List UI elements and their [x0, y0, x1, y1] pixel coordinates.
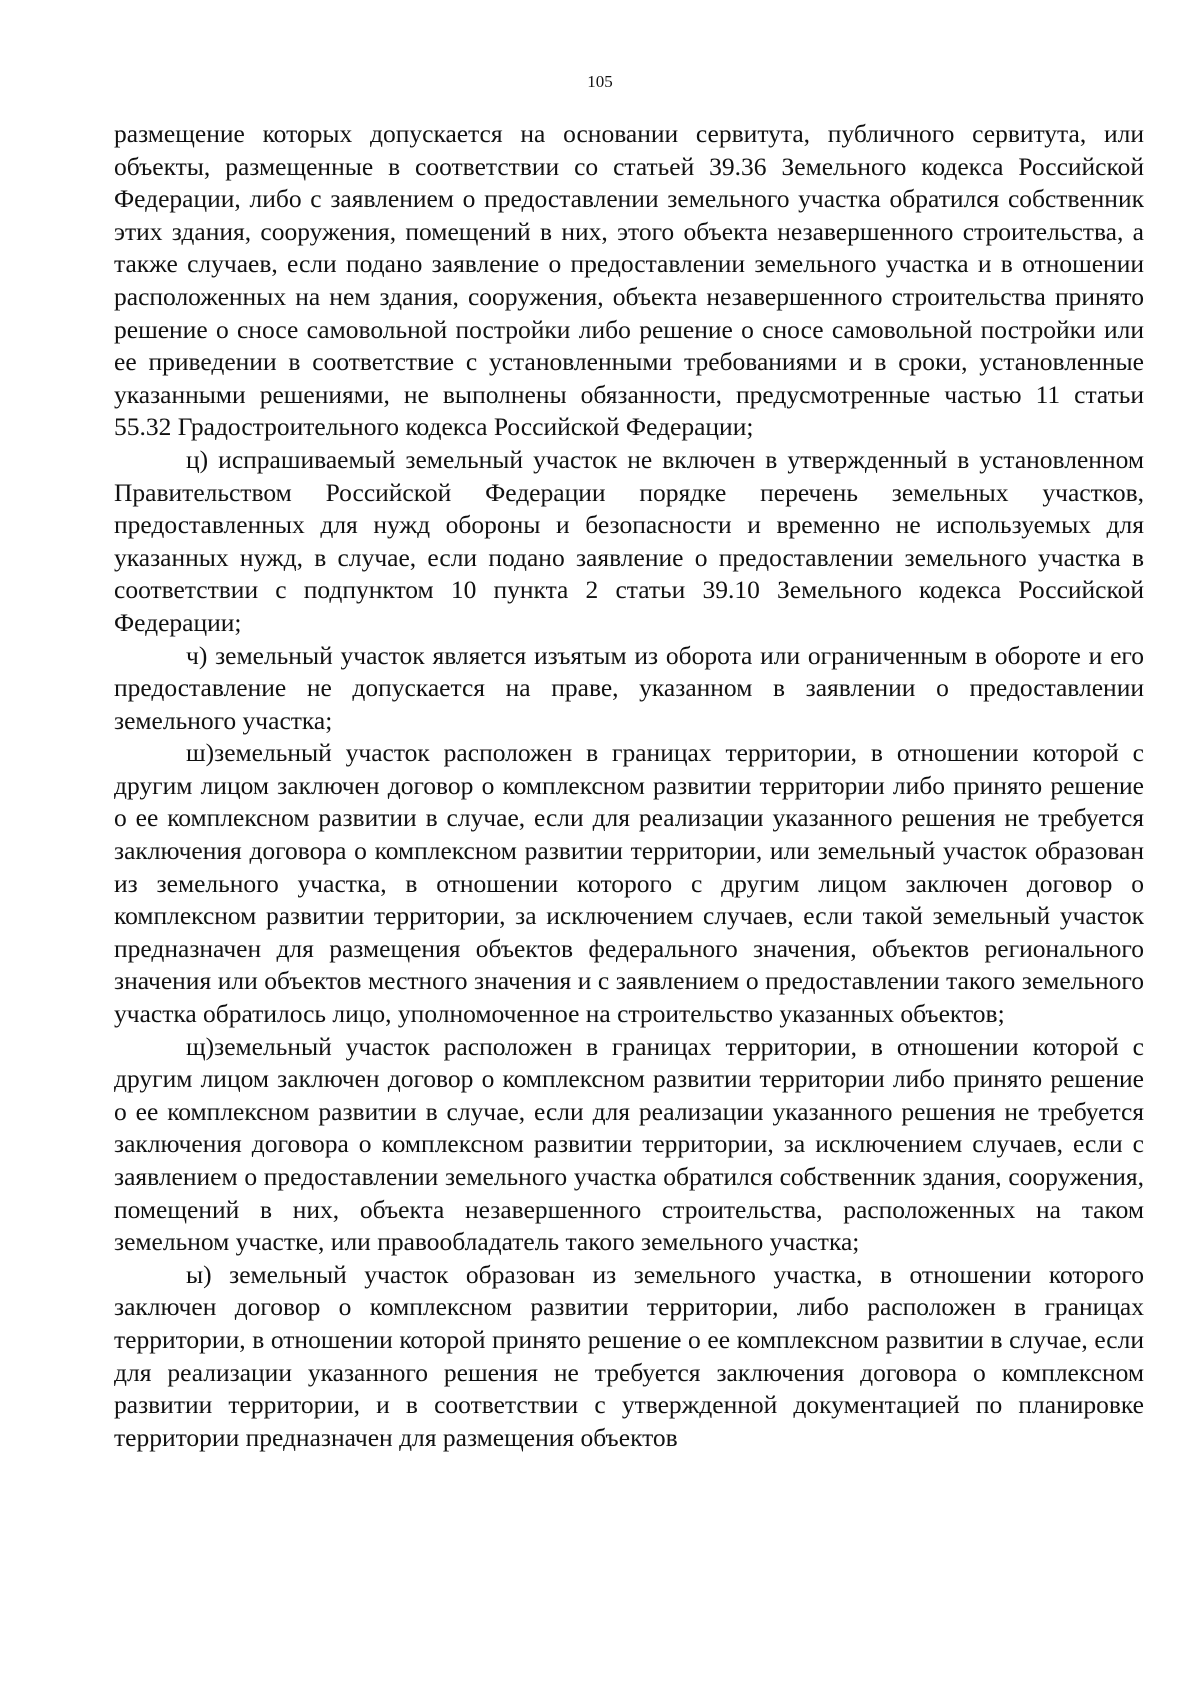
paragraph-item-y: ы) земельный участок образован из земельного участка, в отношении которого заключен договор о комплексном развитии территории, либо расположен в границах территории, в отношении которой принято решение о ее комплексном развитии в случае, если для реализации указанного решения не требуется заключения договора о комплексном развитии территории, и в соответствии с утвержденной документацией по планировке территории предназначен для размещения объектов: [114, 1259, 1144, 1452]
document-body: [114, 118, 1144, 1454]
paragraph-item-sh: ш)земельный участок расположен в границах территории, в отношении которой с другим лицом заключен договор о комплексном развитии территории либо принято решение о ее комплексном развитии в случае, если для реализации указанного решения не требуется заключения договора о комплексном развитии территории, или земельный участок образован из земельного участка, в отношении которого с другим лицом заключен договор о комплексном развитии территории, за исключением случаев, если такой земельный участок предназначен для размещения объектов федерального значения, объектов регионального значения или объектов местного значения и с заявлением о предоставлении такого земельного участка обратилось лицо, уполномоченное на строительство указанных объектов;: [114, 738, 1144, 1029]
page-number: 105: [587, 72, 613, 91]
paragraph-item-shch: щ)земельный участок расположен в границах территории, в отношении которой с другим лицом заключен договор о комплексном развитии территории либо принято решение о ее комплексном развитии в случае, если для реализации указанного решения не требуется заключения договора о комплексном развитии территории, за исключением случаев, если с заявлением о предоставлении земельного участка обратился собственник здания, сооружения, помещений в них, объекта незавершенного строительства, расположенных на таком земельном участке, или правообладатель такого земельного участка;: [114, 1031, 1144, 1257]
paragraph-continuation: размещение которых допускается на основании сервитута, публичного сервитута, или объекты, размещенные в соответствии со статьей 39.36 Земельного кодекса Российской Федерации, либо с заявлением о предоставлении земельного участка обратился собственник этих здания, сооружения, помещений в них, этого объекта незавершенного строительства, а также случаев, если подано заявление о предоставлении земельного участка и в отношении расположенных на нем здания, сооружения, объекта незавершенного строительства принято решение о сносе самовольной постройки либо решение о сносе самовольной постройки или ее приведении в соответствие с установленными требованиями и в сроки, установленные указанными решениями, не выполнены обязанности, предусмотренные частью 11 статьи 55.32 Градостроительного кодекса Российской Федерации;: [114, 119, 1144, 442]
paragraph-item-ch: ч) земельный участок является изъятым из оборота или ограниченным в обороте и его предоставление не допускается на праве, указанном в заявлении о предоставлении земельного участка;: [114, 640, 1144, 735]
paragraph-item-ts: ц) испрашиваемый земельный участок не включен в утвержденный в установленном Правительством Российской Федерации порядке перечень земельных участков, предоставленных для нужд обороны и безопасности и временно не используемых для указанных нужд, в случае, если подано заявление о предоставлении земельного участка в соответствии с подпунктом 10 пункта 2 статьи 39.10 Земельного кодекса Российской Федерации;: [114, 444, 1144, 637]
